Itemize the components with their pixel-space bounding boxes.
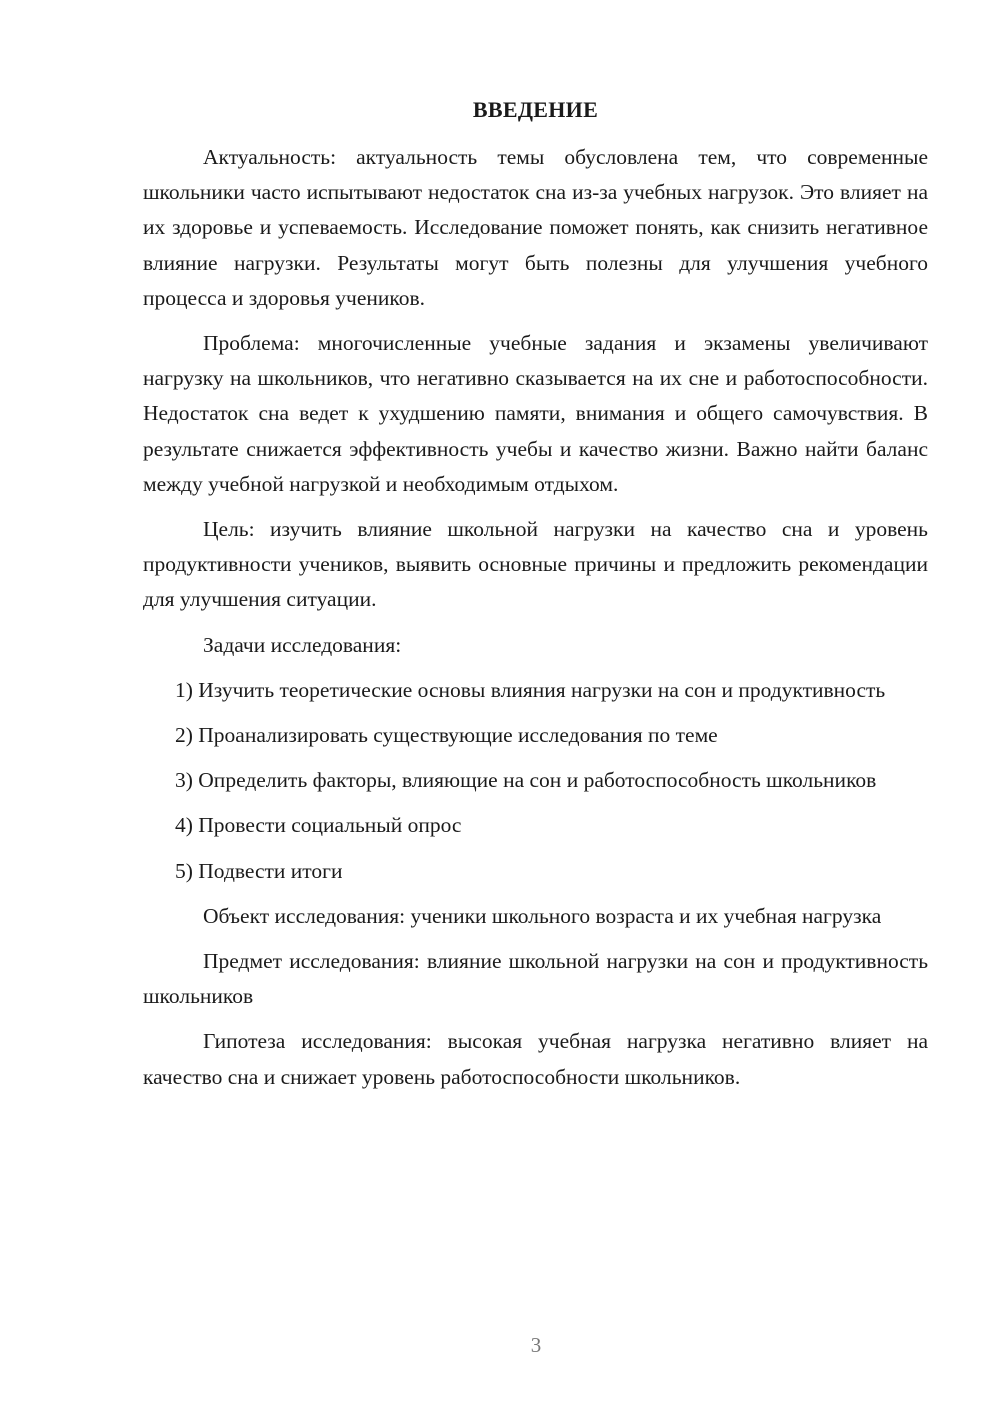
relevance-paragraph: Актуальность: актуальность темы обусловлена тем, что современные школьники часто испытывают недостаток сна из-за учебных нагрузок. Это влияет на их здоровье и успеваемость. Исследование поможет понять, как снизить негативное влияние нагрузки. Результаты могут быть полезны для улучшения учебного процесса и здоровья учеников. xyxy=(143,145,928,310)
page-number: 3 xyxy=(530,1333,542,1357)
problem-paragraph: Проблема: многочисленные учебные задания и экзамены увеличивают нагрузку на школьников, что негативно сказывается на их сне и работоспособности. Недостаток сна ведет к ухудшению памяти, внимания и общего самочувствия. В результате снижается эффективность учебы и качество жизни. Важно найти баланс между учебной нагрузкой и необходимым отдыхом. xyxy=(143,331,928,496)
tasks-list xyxy=(143,673,928,889)
task-item-5: 5) Подвести итоги xyxy=(175,858,343,883)
page-title: ВВЕДЕНИЕ xyxy=(472,97,599,122)
task-item-3: 3) Определить факторы, влияющие на сон и работоспособность школьников xyxy=(175,768,877,793)
subject-paragraph: Предмет исследования: влияние школьной нагрузки на сон и продуктивность школьников xyxy=(143,949,928,1009)
tasks-heading: Задачи исследования: xyxy=(203,632,402,657)
task-item-1: 1) Изучить теоретические основы влияния нагрузки на сон и продуктивность xyxy=(175,677,886,702)
hypothesis-paragraph: Гипотеза исследования: высокая учебная нагрузка негативно влияет на качество сна и снижает уровень работоспособности школьников. xyxy=(143,1029,928,1089)
goal-paragraph: Цель: изучить влияние школьной нагрузки на качество сна и уровень продуктивности учеников, выявить основные причины и предложить рекомендации для улучшения ситуации. xyxy=(143,517,928,612)
task-item-2: 2) Проанализировать существующие исследования по теме xyxy=(175,723,718,748)
object-paragraph: Объект исследования: ученики школьного возраста и их учебная нагрузка xyxy=(203,903,882,928)
document-page xyxy=(143,92,928,1105)
task-item-4: 4) Провести социальный опрос xyxy=(175,813,462,838)
